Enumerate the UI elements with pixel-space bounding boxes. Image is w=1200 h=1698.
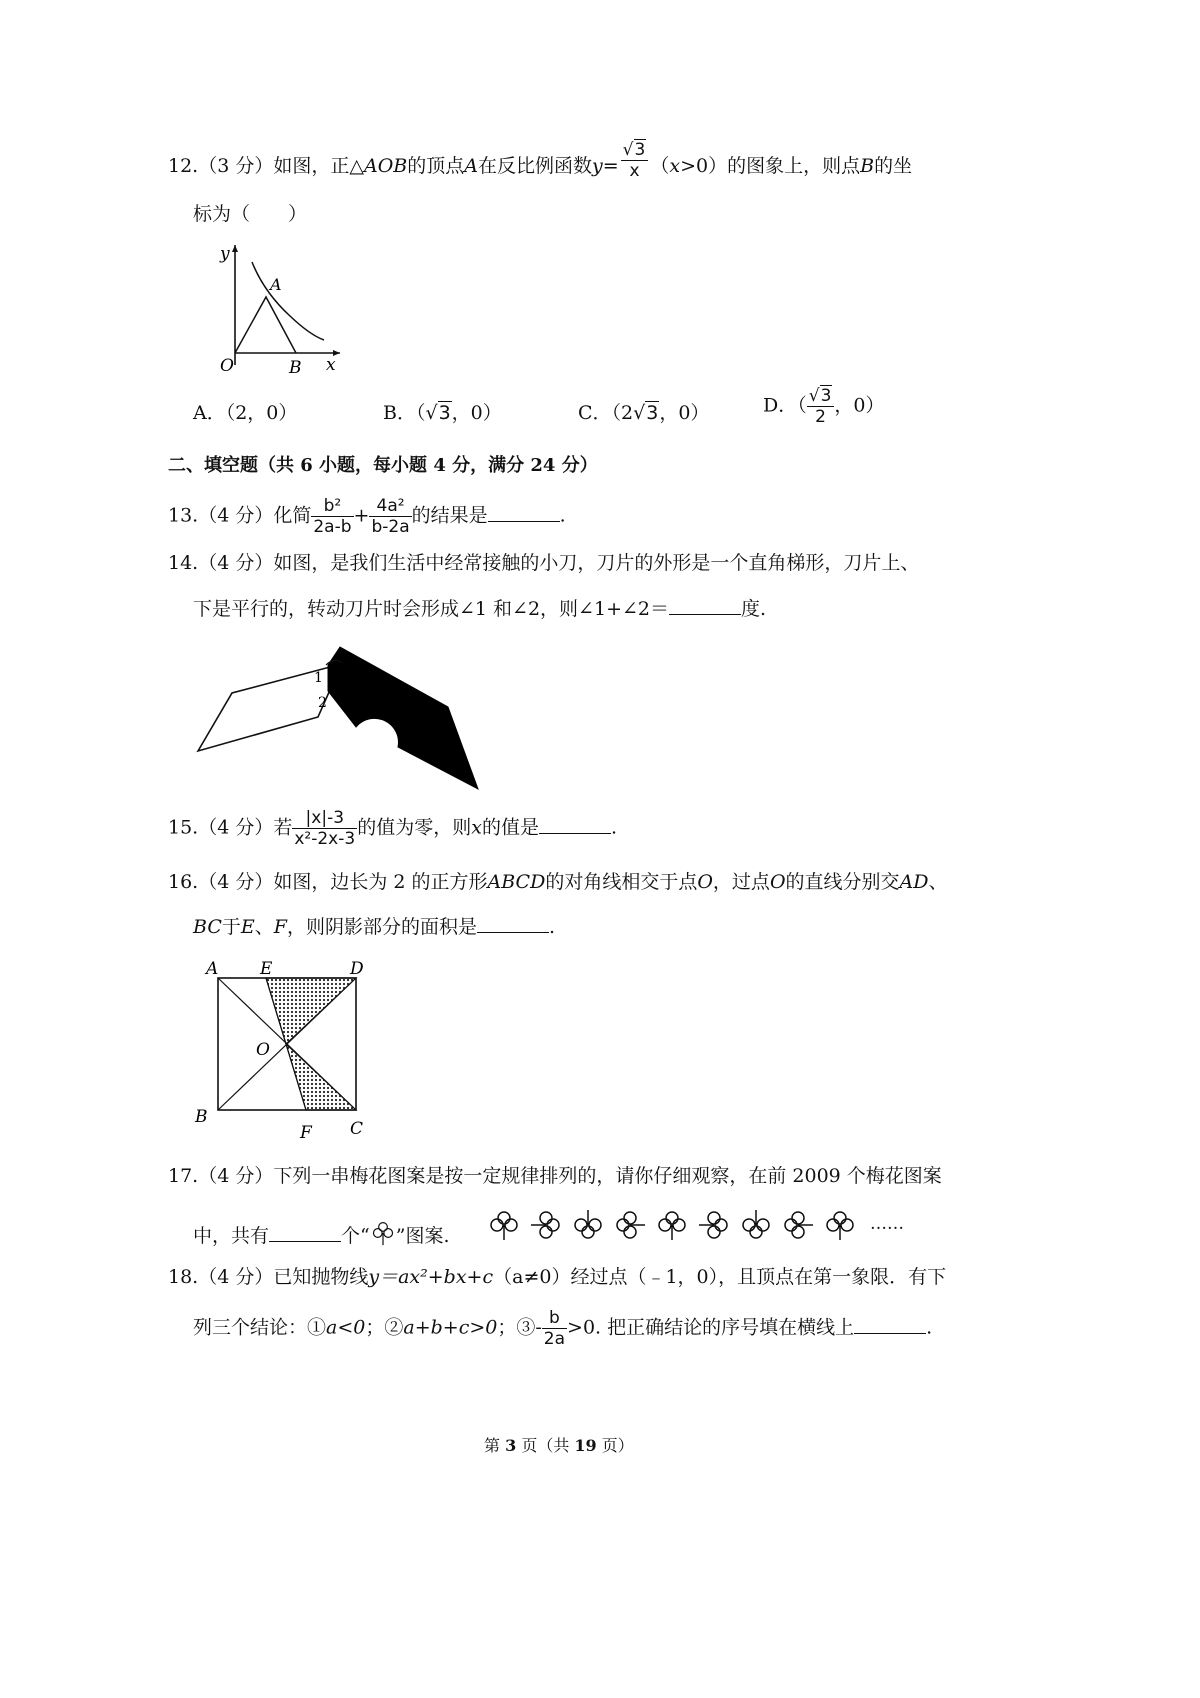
q14-number: 14.: [168, 552, 199, 574]
q18-neg: -: [535, 1316, 542, 1339]
sqrt-symbol: √3: [622, 139, 646, 160]
opt-c-post: ，0）: [659, 402, 710, 424]
opt-c-pre: C．（2: [578, 402, 634, 424]
label-o: O: [256, 1040, 270, 1060]
q15-fraction: [292, 808, 357, 849]
q13-f1-den: 2a-b: [313, 517, 352, 537]
label-a: A: [206, 959, 219, 979]
q18-end: .: [926, 1316, 933, 1339]
label-b: B: [195, 1107, 208, 1127]
q12-x-den: x: [629, 160, 640, 181]
q12-sqrt3: 3: [634, 139, 646, 160]
q18-t2: 列三个结论：①: [193, 1316, 327, 1339]
q12-option-a: A．（2，0）: [193, 402, 298, 424]
plum-flower-icon: [617, 1212, 645, 1238]
q12-cond-open: （: [650, 155, 670, 177]
q12-text: 如图，正△: [273, 155, 364, 177]
q12-fraction: [621, 140, 649, 181]
q12-score: （3 分）: [198, 155, 274, 177]
q13-end: .: [559, 504, 566, 527]
triangle-aob: [235, 297, 296, 353]
knife-blade: [328, 647, 478, 789]
q13-score: （4 分）化简: [198, 504, 312, 527]
fig-label-y: y: [220, 244, 230, 264]
opt-d-post: ，0）: [834, 394, 885, 417]
q12-y: y: [592, 155, 603, 177]
q16-t5: 、: [928, 871, 948, 893]
opt-d-pre: D．（: [763, 394, 807, 417]
plum-flower-target-icon: [370, 1220, 396, 1246]
q18-eq: y＝ax²+bx+c: [368, 1266, 494, 1288]
q18-cond: （a≠0）经过点（﹣1，0），且顶点在第一象限．有下: [493, 1266, 947, 1288]
q12-eq: =: [602, 155, 619, 177]
q12-text-d: 的坐: [874, 155, 913, 177]
q16-figure: [190, 958, 380, 1148]
q13-answer-blank[interactable]: [488, 501, 560, 522]
q12-text-b: 的顶点: [407, 155, 465, 177]
q17-number: 17.: [168, 1165, 199, 1187]
q16-t6: 于: [221, 916, 241, 938]
q17-t2: 个“: [341, 1225, 370, 1247]
q14-text1: （4 分）如图，是我们生活中经常接触的小刀，刀片的外形是一个直角梯形，刀片上、: [198, 552, 920, 574]
plum-flower-icon: [827, 1212, 853, 1240]
q15-answer-blank[interactable]: [539, 813, 611, 834]
sqrt-symbol: √3: [633, 402, 659, 424]
q13-plus: +: [353, 504, 370, 527]
q14-line1: [168, 549, 919, 577]
q12-option-c: [578, 398, 709, 425]
q16-e: E: [240, 916, 255, 938]
q12-option-b: [383, 398, 502, 425]
y-axis-arrow-icon: [232, 245, 238, 252]
q15-x: x: [471, 816, 482, 839]
q17-t3: ”图案.: [395, 1225, 450, 1247]
q17-line1: [168, 1162, 942, 1190]
q16-abcd: ABCD: [487, 871, 546, 893]
q14-line2: [193, 594, 766, 623]
label-c: C: [350, 1119, 364, 1139]
footer-mid: 页（共: [516, 1436, 575, 1455]
q12-option-d: [763, 386, 885, 427]
q18-c2: a+b+c>0: [403, 1316, 498, 1339]
footer-total-pages: 19: [574, 1436, 597, 1455]
plum-flower-icon: [743, 1210, 769, 1238]
plum-flower-icon: [531, 1212, 559, 1238]
q18-fraction: [542, 1308, 567, 1349]
q13-frac2: [369, 496, 411, 537]
q16-t8: ，则阴影部分的面积是: [286, 916, 477, 938]
label-d: D: [350, 959, 364, 979]
q15-end: .: [610, 816, 617, 839]
q12-cond-x: x: [669, 155, 681, 177]
q16-t7: 、: [254, 916, 274, 938]
q12-point-b: B: [860, 155, 875, 177]
q12-cond-rest: >0）的图象上，则点: [680, 155, 861, 177]
q13-f2-num: 4a²: [369, 496, 411, 517]
plum-pattern-sequence: [486, 1208, 906, 1242]
q15: [168, 808, 617, 849]
angle-label-1: 1: [314, 670, 323, 686]
q18-t1: （4 分）已知抛物线: [198, 1266, 369, 1288]
q12-text-c: 在反比例函数: [478, 155, 593, 177]
q15-pre: （4 分）若: [198, 816, 293, 839]
q18-sep2: ；③: [497, 1316, 536, 1339]
q18-gt0: >0: [567, 1316, 596, 1339]
label-e: E: [260, 959, 273, 979]
q17-t1: 中，共有: [193, 1225, 270, 1247]
q16-o2: O: [769, 871, 786, 893]
label-f: F: [300, 1123, 312, 1143]
opt-d-fraction: [807, 386, 835, 427]
q14-figure: [190, 635, 490, 795]
q16-number: 16.: [168, 871, 199, 893]
q14-answer-blank[interactable]: [669, 594, 741, 615]
footer-post: 页）: [596, 1436, 634, 1455]
q16-answer-blank[interactable]: [477, 912, 549, 933]
q18-line1: [168, 1263, 946, 1291]
q17-text1: （4 分）下列一串梅花图案是按一定规律排列的，请你仔细观察，在前 2009 个梅花图案: [198, 1165, 942, 1187]
opt-b-post: ，0）: [451, 402, 502, 424]
fig-label-o: O: [220, 356, 234, 375]
q18-line2: [193, 1308, 932, 1349]
q16-line2: [193, 912, 555, 941]
q18-tail: . 把正确结论的序号填在横线上: [595, 1316, 855, 1339]
sqrt-symbol: √3: [425, 402, 451, 424]
q13: [168, 496, 566, 537]
q16-o1: O: [697, 871, 713, 893]
q17-line2: [193, 1220, 450, 1250]
plum-pattern-dots: ……: [870, 1214, 904, 1234]
q12-line2: 标为（ ）: [193, 203, 308, 225]
plum-flower-icon: [699, 1212, 727, 1238]
q16-t1: （4 分）如图，边长为 2 的正方形: [198, 871, 488, 893]
opt-d-den: 2: [815, 407, 826, 427]
q16-end: .: [548, 916, 556, 938]
q18-sep1: ；②: [365, 1316, 404, 1339]
knife-handle: [198, 667, 330, 751]
q12-number: 12.: [168, 155, 199, 177]
q15-f-num: |x|-3: [292, 808, 357, 829]
q16-t4: 的直线分别交: [785, 871, 900, 893]
q15-number: 15.: [168, 816, 199, 839]
opt-d-rad: 3: [820, 386, 832, 406]
q14-text2b: 度.: [741, 598, 767, 620]
q12-figure: [190, 240, 350, 375]
q13-frac1: [311, 496, 353, 537]
q15-tail: 的值是: [481, 816, 539, 839]
q16-f: F: [273, 916, 287, 938]
q13-number: 13.: [168, 504, 199, 527]
opt-b-pre: B．（: [383, 402, 426, 424]
q15-f-den: x²-2x-3: [294, 829, 356, 849]
q18-f-num: b: [542, 1308, 567, 1329]
q12-point-a: A: [464, 155, 478, 177]
shaded-triangle-top: [266, 978, 356, 1044]
opt-c-rad: 3: [646, 402, 659, 424]
q12-line1: [168, 139, 913, 181]
q18-f-den: 2a: [543, 1329, 566, 1349]
footer-pre: 第: [484, 1436, 506, 1455]
q13-tail: 的结果是: [411, 504, 488, 527]
q16-line1: [168, 868, 948, 896]
page-footer: [484, 1433, 634, 1456]
q18-answer-blank[interactable]: [854, 1313, 926, 1334]
fig-label-b: B: [289, 358, 302, 375]
fig-label-x: x: [326, 355, 336, 375]
q12-aob: AOB: [363, 155, 408, 177]
fig-label-a: A: [270, 275, 282, 294]
plum-flower-icon: [659, 1212, 685, 1240]
q18-c1: a<0: [326, 1316, 366, 1339]
q16-t3: ，过点: [712, 871, 770, 893]
angle-label-2: 2: [318, 695, 327, 711]
plum-flower-icon: [575, 1210, 601, 1238]
plum-flower-icon: [491, 1212, 517, 1240]
section-title: 二、填空题（共 6 小题，每小题 4 分，满分 24 分）: [168, 455, 598, 476]
opt-b-rad: 3: [438, 402, 451, 424]
hyperbola-curve: [252, 262, 324, 340]
sqrt-symbol: √3: [808, 386, 832, 406]
q16-t2: 的对角线相交于点: [545, 871, 698, 893]
q13-f1-num: b²: [311, 496, 353, 517]
q15-mid: 的值为零，则: [357, 816, 472, 839]
q16-bc: BC: [193, 916, 222, 938]
q14-text2: 下是平行的，转动刀片时会形成∠1 和∠2，则∠1+∠2＝: [193, 598, 669, 620]
plum-flower-icon: [785, 1212, 813, 1238]
q16-ad: AD: [899, 871, 929, 893]
q13-f2-den: b-2a: [371, 517, 410, 537]
q17-answer-blank[interactable]: [269, 1221, 341, 1242]
q18-number: 18.: [168, 1266, 199, 1288]
footer-page-number: 3: [505, 1436, 517, 1455]
